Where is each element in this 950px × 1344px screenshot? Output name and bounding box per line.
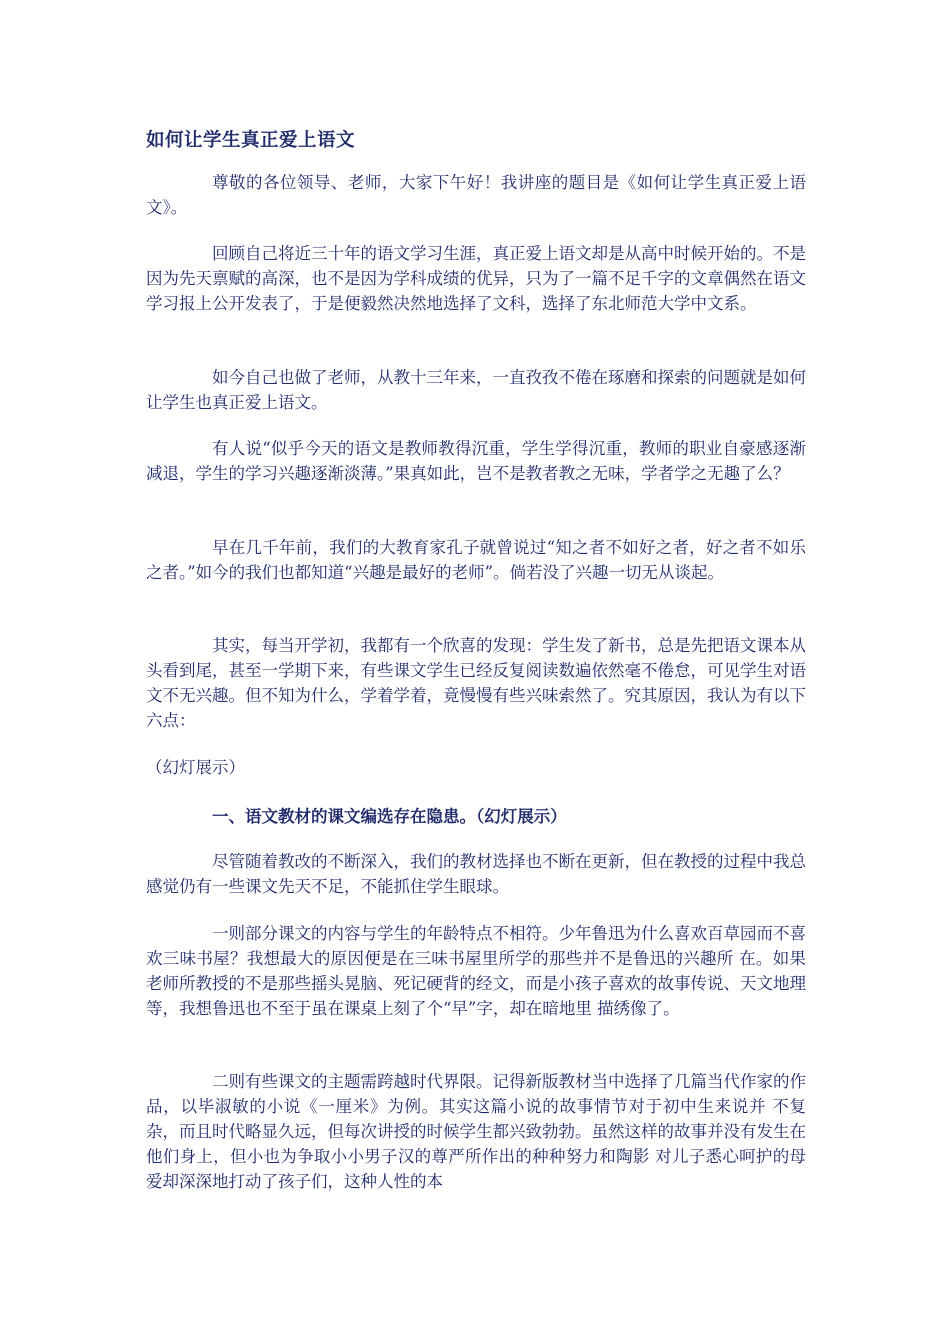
paragraph-greeting: 尊敬的各位领导、老师，大家下午好！我讲座的题目是《如何让学生真正爱上语文》。	[146, 173, 806, 217]
paragraph-quote: 有人说“似乎今天的语文是教师教得沉重，学生学得沉重，教师的职业自豪感逐渐减退，学生的学习兴趣逐渐淡薄。”果真如此，岂不是教者教之无味，学者学之无趣了么？	[146, 439, 806, 483]
paragraph-textbook: 尽管随着教改的不断深入，我们的教材选择也不断在更新，但在教授的过程中我总感觉仍有一些课文先天不足，不能抓住学生眼球。	[146, 852, 806, 896]
paragraph-discovery: 其实，每当开学初，我都有一个欣喜的发现：学生发了新书，总是先把语文课本从头看到尾，甚至一学期下来，有些课文学生已经反复阅读数遍依然毫不倦怠，可见学生对语文不无兴趣。但不知为什么，学着学着，竟慢慢有些兴味索然了。究其原因，我认为有以下六点：	[146, 636, 806, 730]
paragraph-teacher: 如今自己也做了老师，从教十三年来，一直孜孜不倦在琢磨和探索的问题就是如何让学生也真正爱上语文。	[146, 368, 806, 412]
paragraph-point-two: 二则有些课文的主题需跨越时代界限。记得新版教材当中选择了几篇当代作家的作品，以毕淑敏的小说《一厘米》为例。其实这篇小说的故事情节对于初中生来说并 不复杂，而且时代略显久远，但每次讲授的时候学生都兴致勃勃。虽然这样的故事并没有发生在他们身上，但小也为争取小小男子汉的尊严所作出的种种努力和陶影 对儿子悉心呵护的母爱却深深地打动了孩子们，这种人性的本	[146, 1072, 806, 1191]
paragraph-slide-note: （幻灯展示）	[146, 758, 245, 777]
document-title: 如何让学生真正爱上语文	[146, 130, 356, 151]
section-heading-1: 一、语文教材的课文编选存在隐患。（幻灯展示）	[212, 807, 567, 826]
paragraph-confucius: 早在几千年前，我们的大教育家孔子就曾说过“知之者不如好之者，好之者不如乐之者。”如今的我们也都知道“兴趣是最好的老师”。倘若没了兴趣一切无从谈起。	[146, 538, 806, 582]
paragraph-point-one: 一则部分课文的内容与学生的年龄特点不相符。少年鲁迅为什么喜欢百草园而不喜欢三味书屋？我想最大的原因便是在三味书屋里所学的那些并不是鲁迅的兴趣所 在。如果老师所教授的不是那些摇头晃脑、死记硬背的经文，而是小孩子喜欢的故事传说、天文地理等，我想鲁迅也不至于虽在课桌上刻了个“早”字，却在暗地里 描绣像了。	[146, 924, 806, 1018]
paragraph-review: 回顾自己将近三十年的语文学习生涯，真正爱上语文却是从高中时候开始的。不是因为先天禀赋的高深，也不是因为学科成绩的优异，只为了一篇不足千字的文章偶然在语文学习报上公开发表了，于是便毅然决然地选择了文科，选择了东北师范大学中文系。	[146, 244, 806, 313]
